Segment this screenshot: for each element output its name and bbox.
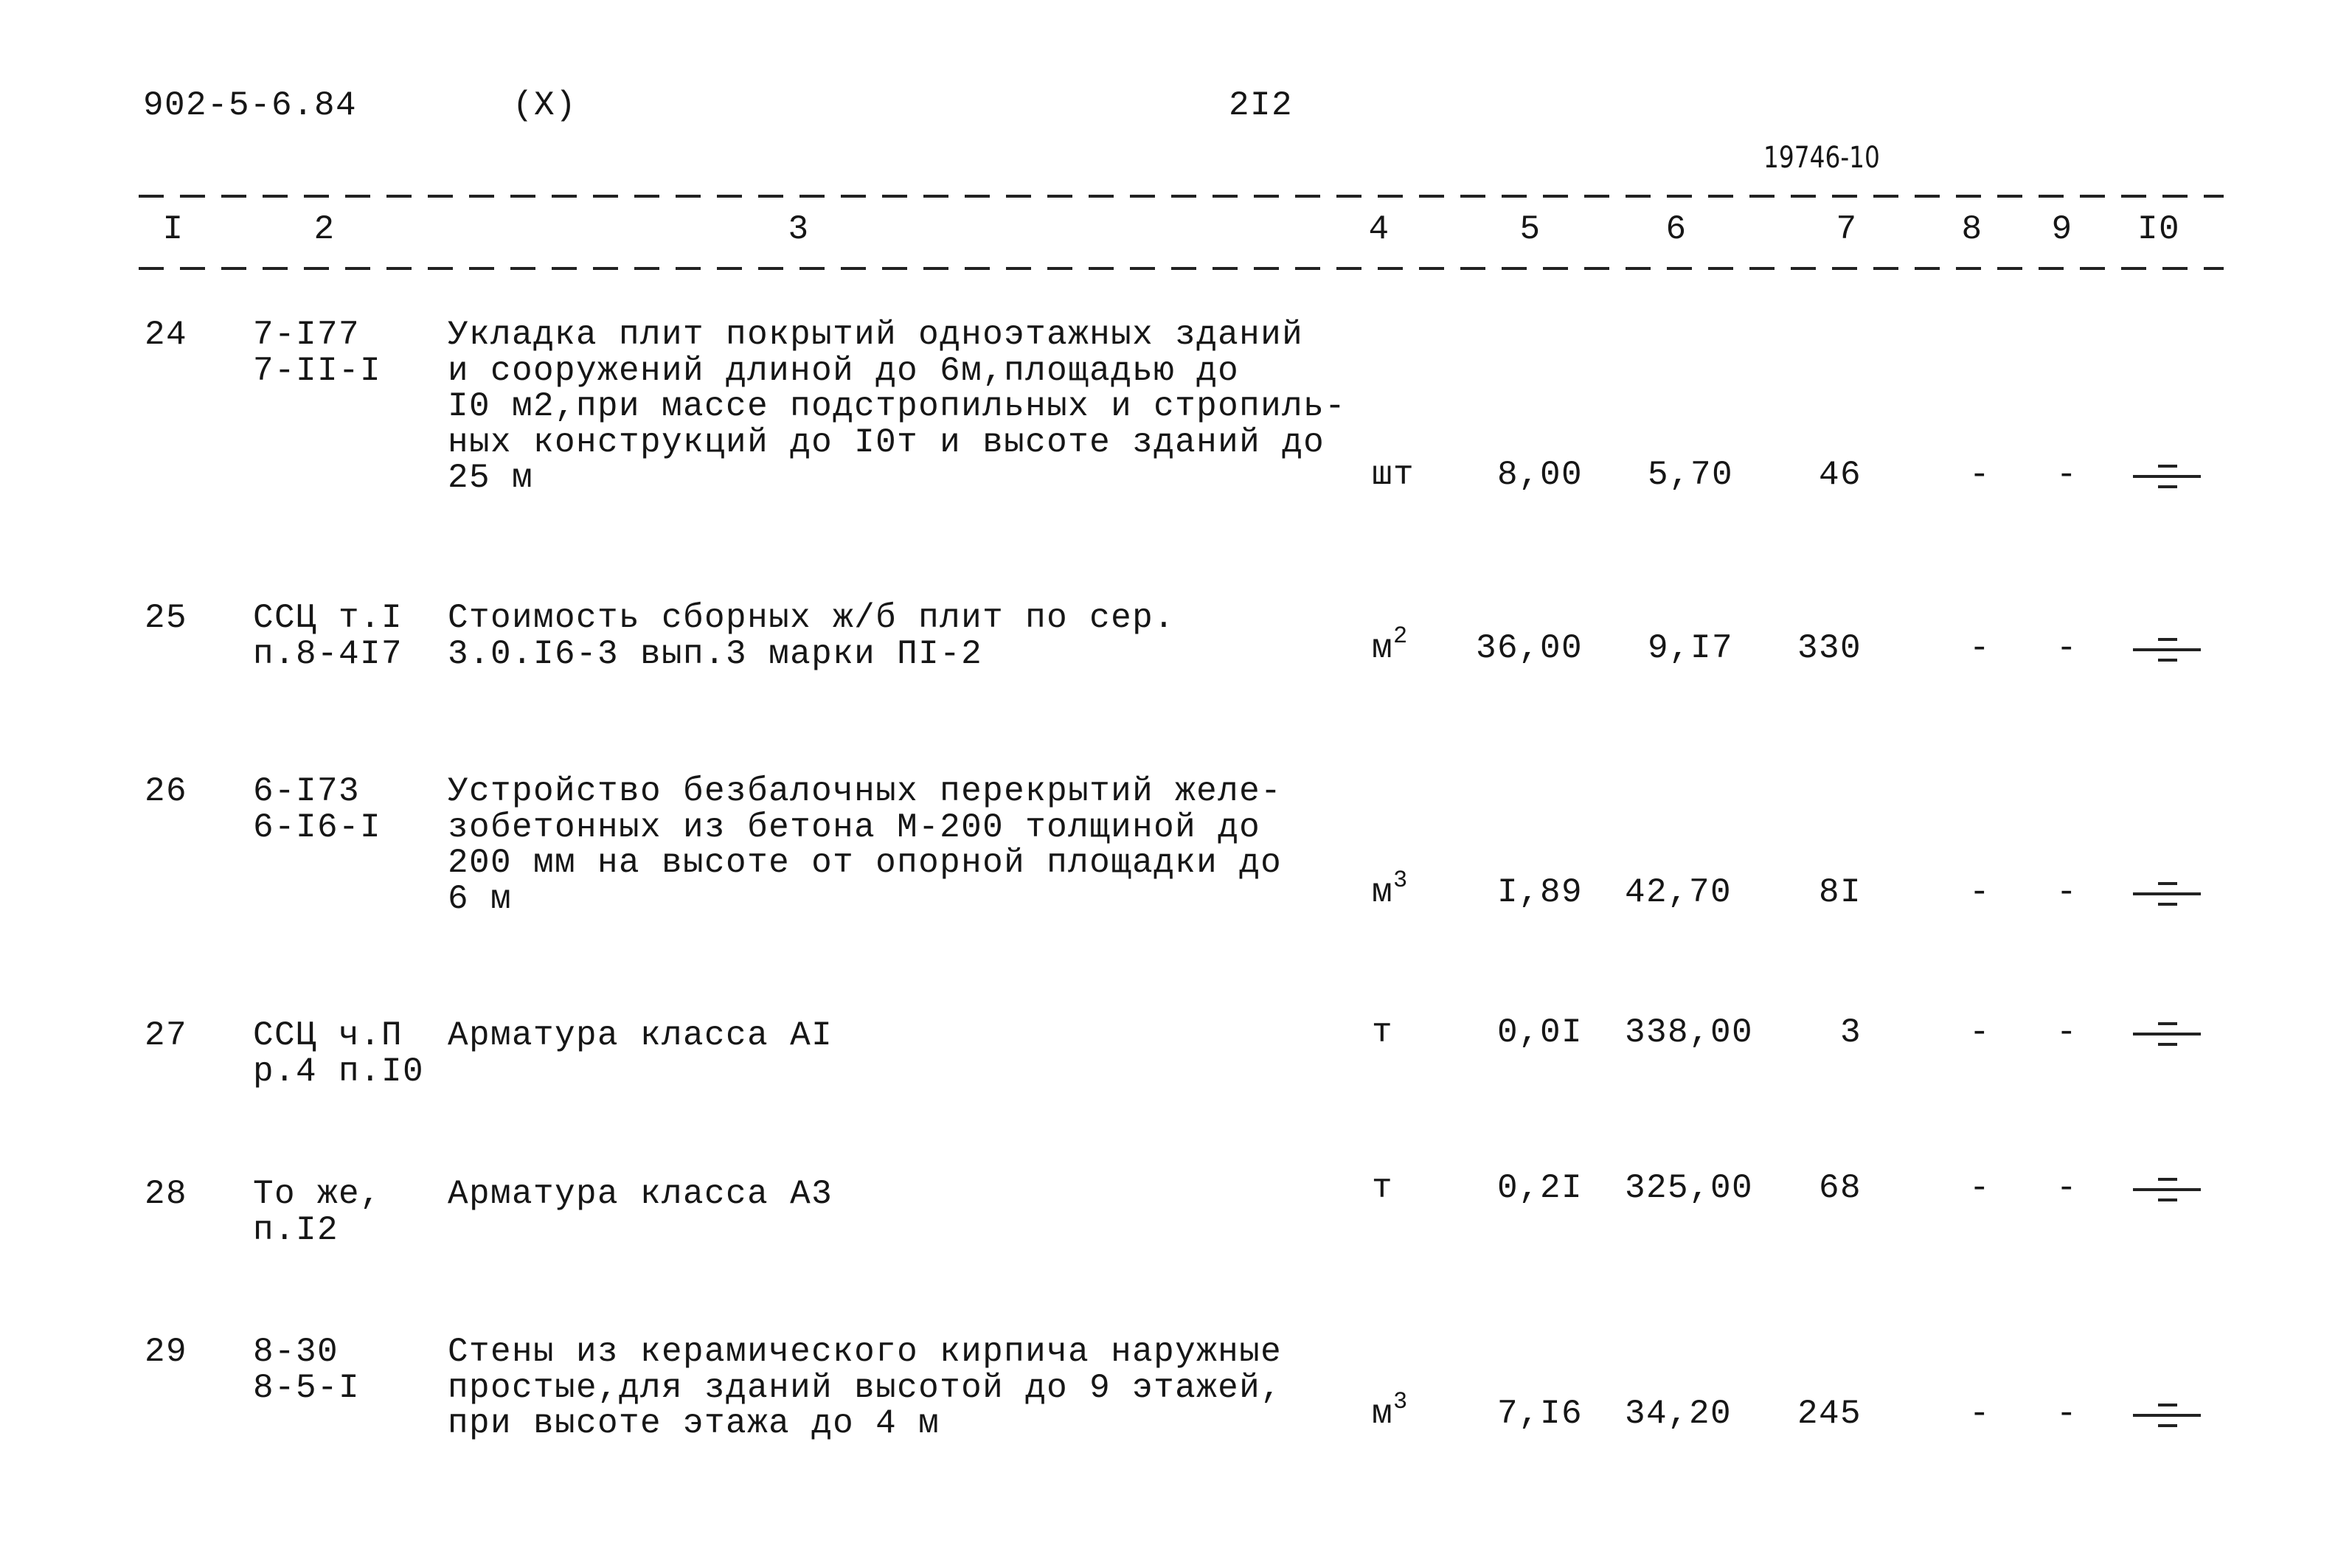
quantity-value: 36,00	[1475, 629, 1583, 667]
ditto-mark-icon	[2133, 1401, 2201, 1430]
work-description-line: Стены из керамического кирпича наружные	[448, 1333, 1283, 1371]
ditto-mark-stroke	[2158, 659, 2177, 662]
column-header-6: 6	[1665, 210, 1687, 249]
row-number: 28	[145, 1175, 188, 1213]
work-description-line: 6 м	[448, 879, 513, 918]
norm-code-line: 8-30	[253, 1333, 339, 1371]
work-description-line: Арматура класса А3	[448, 1175, 833, 1213]
ditto-mark-stroke	[2133, 475, 2201, 478]
total-cost-value: 245	[1797, 1395, 1862, 1433]
work-description-line: Арматура класса АI	[448, 1016, 833, 1055]
work-description	[448, 1334, 1282, 1442]
norm-code-line: п.8-4I7	[253, 634, 403, 673]
column-8-dash: -	[1969, 1395, 1991, 1433]
column-8-dash: -	[1969, 1013, 1991, 1052]
norm-code	[253, 317, 381, 389]
handwritten-stamp-number: 19746-10	[1763, 141, 1880, 175]
ditto-mark-stroke	[2158, 1178, 2177, 1181]
unit-of-measure	[1372, 457, 1415, 493]
column-header-4: 4	[1368, 210, 1390, 249]
total-cost-value: 46	[1818, 456, 1862, 494]
total-cost-value: 330	[1797, 629, 1862, 667]
unit-symbol: т	[1372, 1169, 1394, 1207]
column-9-dash: -	[2056, 1169, 2078, 1207]
ditto-mark-stroke	[2133, 892, 2201, 895]
work-description-line: 25 м	[448, 459, 534, 497]
work-description	[448, 1018, 833, 1054]
column-header-10: I0	[2137, 210, 2180, 249]
unit-of-measure	[1372, 1015, 1393, 1051]
norm-code-line: ССЦ т.I	[253, 599, 403, 637]
unit-of-measure	[1372, 622, 1408, 667]
quantity-value: I,89	[1496, 873, 1583, 912]
ditto-mark-stroke	[2158, 485, 2177, 488]
unit-symbol: шт	[1372, 456, 1415, 494]
unit-symbol: м	[1372, 1395, 1394, 1433]
unit-symbol: м	[1372, 873, 1394, 912]
ditto-mark-stroke	[2133, 1414, 2201, 1417]
work-description-line: простые,для зданий высотой до 9 этажей,	[448, 1368, 1283, 1407]
unit-power: 2	[1393, 622, 1408, 650]
column-header-8: 8	[1961, 210, 1983, 249]
ditto-mark-stroke	[2158, 1043, 2177, 1046]
column-9-dash: -	[2056, 629, 2078, 667]
norm-code-line: п.I2	[253, 1210, 339, 1249]
row-number: 24	[145, 316, 188, 354]
work-description-line: 200 мм на высоте от опорной площадки до	[448, 844, 1283, 882]
column-9-dash: -	[2056, 873, 2078, 912]
column-9-dash: -	[2056, 1395, 2078, 1433]
unit-price-value: 9,I7	[1648, 629, 1734, 667]
total-cost-value: 8I	[1818, 873, 1862, 912]
page-number: 2I2	[1229, 86, 1294, 125]
column-header-5: 5	[1519, 210, 1541, 249]
quantity-value: 0,2I	[1496, 1169, 1583, 1207]
unit-of-measure	[1372, 1170, 1393, 1207]
document-part: (X)	[513, 86, 577, 125]
unit-price-value: 5,70	[1648, 456, 1734, 494]
norm-code-line: 8-5-I	[253, 1368, 361, 1407]
ditto-mark-stroke	[2158, 1404, 2177, 1406]
norm-code	[253, 600, 403, 672]
work-description-line: Укладка плит покрытий одноэтажных зданий	[448, 316, 1304, 354]
column-8-dash: -	[1969, 456, 1991, 494]
ditto-mark-icon	[2133, 1175, 2201, 1204]
ditto-mark-stroke	[2133, 1188, 2201, 1191]
ditto-mark-stroke	[2158, 1424, 2177, 1427]
work-description-line: ных конструкций до I0т и высоте зданий до	[448, 423, 1325, 462]
ditto-mark-stroke	[2158, 903, 2177, 906]
ditto-mark-icon	[2133, 879, 2201, 909]
quantity-value: 7,I6	[1496, 1395, 1583, 1433]
quantity-value: 0,0I	[1496, 1013, 1583, 1052]
unit-symbol: м	[1372, 629, 1394, 667]
ditto-mark-stroke	[2133, 1033, 2201, 1035]
work-description-line: зобетонных из бетона М-200 толщиной до	[448, 808, 1261, 847]
ditto-mark-stroke	[2158, 1022, 2177, 1025]
unit-of-measure	[1372, 867, 1408, 912]
column-8-dash: -	[1969, 1169, 1991, 1207]
norm-code-line: 6-I73	[253, 772, 361, 811]
unit-price-value: 338,00	[1625, 1013, 1754, 1052]
norm-code	[253, 1176, 381, 1248]
row-number: 29	[145, 1333, 188, 1371]
unit-price-value: 42,70	[1625, 873, 1732, 912]
ditto-mark-stroke	[2158, 882, 2177, 885]
total-cost-value: 68	[1818, 1169, 1862, 1207]
norm-code	[253, 1334, 360, 1406]
ditto-mark-icon	[2133, 635, 2201, 665]
column-header-1: I	[162, 210, 184, 249]
column-9-dash: -	[2056, 1013, 2078, 1052]
row-number: 25	[145, 599, 188, 637]
unit-power: 3	[1393, 867, 1408, 894]
norm-code-line: ССЦ ч.П	[253, 1016, 403, 1055]
column-header-9: 9	[2051, 210, 2073, 249]
unit-price-value: 325,00	[1625, 1169, 1754, 1207]
work-description	[448, 1176, 833, 1213]
total-cost-value: 3	[1839, 1013, 1862, 1052]
norm-code	[253, 1018, 424, 1089]
header-dashed-rule-bottom	[139, 267, 2224, 270]
norm-code	[253, 774, 381, 845]
row-number: 26	[145, 772, 188, 811]
norm-code-line: 7-II-I	[253, 351, 382, 390]
norm-code-line: р.4 п.I0	[253, 1052, 425, 1091]
ditto-mark-stroke	[2133, 648, 2201, 651]
quantity-value: 8,00	[1496, 456, 1583, 494]
work-description-line: Устройство безбалочных перекрытий желе-	[448, 772, 1283, 811]
ditto-mark-icon	[2133, 462, 2201, 491]
column-9-dash: -	[2056, 456, 2078, 494]
ditto-mark-stroke	[2158, 1198, 2177, 1201]
ditto-mark-stroke	[2158, 638, 2177, 641]
work-description-line: I0 м2,при массе подстропильных и стропиль-	[448, 387, 1347, 426]
unit-price-value: 34,20	[1625, 1395, 1732, 1433]
work-description-line: Стоимость сборных ж/б плит по сер.	[448, 599, 1176, 637]
work-description	[448, 774, 1282, 917]
header-dashed-rule-top	[139, 195, 2224, 198]
work-description-line: и сооружений длиной до 6м,площадью до	[448, 351, 1240, 390]
unit-of-measure	[1372, 1388, 1408, 1433]
column-header-7: 7	[1836, 210, 1858, 249]
norm-code-line: 6-I6-I	[253, 808, 382, 847]
row-number: 27	[145, 1016, 188, 1055]
work-description	[448, 600, 1175, 672]
ditto-mark-stroke	[2158, 465, 2177, 468]
column-8-dash: -	[1969, 629, 1991, 667]
ditto-mark-icon	[2133, 1019, 2201, 1049]
column-8-dash: -	[1969, 873, 1991, 912]
unit-symbol: т	[1372, 1013, 1394, 1052]
column-header-3: 3	[788, 210, 810, 249]
work-description-line: при высоте этажа до 4 м	[448, 1404, 940, 1443]
norm-code-line: 7-I77	[253, 316, 361, 354]
column-header-2: 2	[313, 210, 336, 249]
document-number: 902-5-6.84	[143, 86, 358, 125]
unit-power: 3	[1393, 1388, 1408, 1415]
work-description-line: 3.0.I6-3 вып.3 марки ПI-2	[448, 634, 983, 673]
norm-code-line: То же,	[253, 1175, 382, 1213]
work-description	[448, 317, 1346, 496]
